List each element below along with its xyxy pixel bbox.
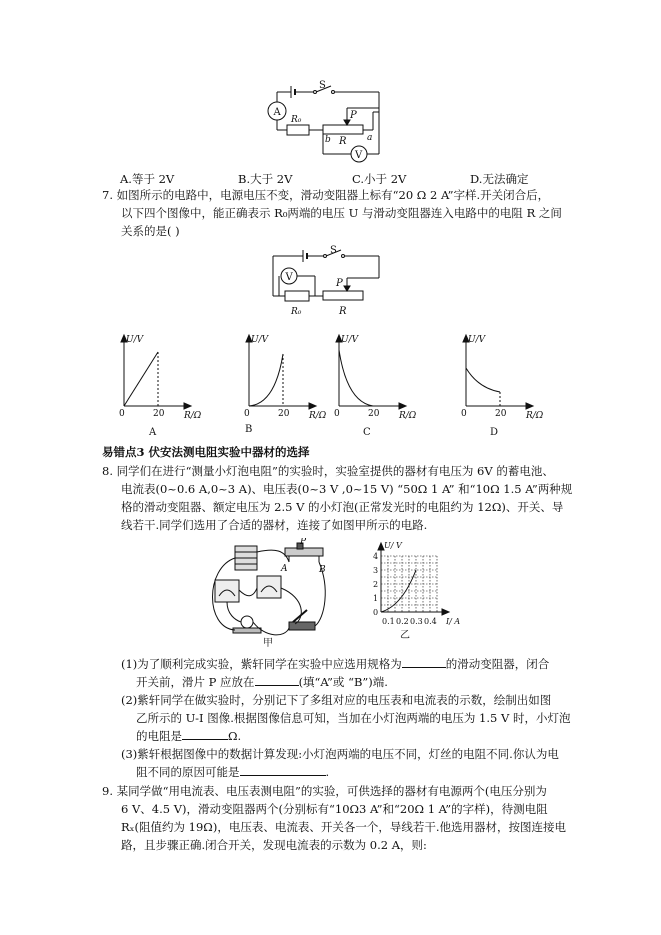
q6-circuit-diagram	[255, 78, 395, 170]
svg-text:0: 0	[461, 409, 467, 419]
q8-figure-jia	[205, 538, 335, 650]
svg-text:2: 2	[373, 580, 379, 589]
q9-line-2: 6 V、4.5 V)，滑动变阻器两个(分别标有“10Ω3 A”和“20Ω 1 A”的字样)，待测电阻	[121, 802, 548, 816]
q6-r-label: R	[339, 136, 347, 147]
q7-switch-label: S	[330, 245, 337, 256]
svg-text:R/Ω: R/Ω	[309, 411, 327, 421]
q6-option-b: B.大于 2V	[238, 172, 293, 186]
q8-line-2: 电流表(0~0.6 A,0~3 A)、电压表(0~3 V ,0~15 V) “50Ω 1 A” 和“10Ω 1.5 A”两种规	[121, 482, 573, 496]
svg-text:0.4: 0.4	[424, 617, 437, 626]
q8-sub2-blank[interactable]	[182, 739, 228, 740]
svg-text:I/ A: I/ A	[446, 617, 461, 626]
q7-graph-a-caption: A	[149, 427, 157, 438]
svg-text:1: 1	[373, 594, 379, 603]
svg-text:3: 3	[373, 566, 379, 575]
q8-sub1-line-2: 开关前，滑片 P 应放在 (填“A”或 “B”)端.	[136, 675, 388, 689]
svg-text:U/V: U/V	[251, 335, 269, 345]
q8-sub2-line-1: (2)紫轩同学在做实验时，分别记下了多组对应的电压表和电流表的示数，绘制出如图	[121, 693, 552, 707]
q7-line-2: 以下四个图像中，能正确表示 R₀两端的电压 U 与滑动变阻器连入电路中的电阻 R 之间	[121, 206, 562, 220]
q8-line-4: 线若干.同学们选用了合适的器材，连接了如图甲所示的电路.	[121, 518, 428, 532]
q6-b-label: b	[325, 135, 331, 145]
svg-text:4: 4	[373, 552, 379, 561]
q9-line-4: 路，且步骤正确.闭合开关，发现电流表的示数为 0.2 A，则:	[121, 838, 427, 852]
q8-sub1-line-1: (1)为了顺利完成实验，紫轩同学在实验中应选用规格为 的滑动变阻器，闭合	[121, 657, 550, 671]
q6-p-label: P	[350, 110, 357, 121]
q7-r-label: R	[339, 306, 347, 317]
svg-text:20: 20	[153, 409, 165, 419]
svg-text:20: 20	[278, 409, 290, 419]
q6-switch-label: S	[319, 80, 326, 91]
svg-text:U/V: U/V	[341, 335, 359, 345]
svg-text:U/V: U/V	[468, 335, 486, 345]
q8-jia-caption: 甲	[263, 638, 273, 649]
q7-graph-d-caption: D	[490, 427, 499, 438]
q8-figure-yi	[362, 540, 462, 655]
q8-jia-p: P	[300, 538, 307, 547]
svg-text:0.3: 0.3	[410, 617, 423, 626]
svg-text:0: 0	[373, 608, 379, 617]
svg-text:20: 20	[495, 409, 507, 419]
q7-graph-d	[452, 330, 552, 440]
q6-r0-label: R₀	[291, 115, 302, 125]
q6-a-label: a	[367, 133, 373, 143]
q7-voltmeter-label: V	[285, 272, 293, 283]
q6-option-a: A.等于 2V	[120, 172, 175, 186]
svg-text:0: 0	[119, 409, 125, 419]
q8-sub3-line-1: (3)紫轩根据图像中的数据计算发现:小灯泡两端的电压不同，灯丝的电阻不同.你认为电	[121, 747, 559, 761]
q8-yi-caption: 乙	[400, 630, 410, 641]
section-heading: 易错点3 伏安法测电阻实验中器材的选择	[102, 445, 310, 459]
svg-text:U/V: U/V	[126, 335, 144, 345]
q8-jia-a: A	[281, 564, 288, 574]
svg-text:20: 20	[368, 409, 380, 419]
svg-text:0.1: 0.1	[382, 617, 395, 626]
q8-sub1-blank-2[interactable]	[255, 685, 299, 686]
svg-text:0: 0	[334, 409, 340, 419]
q7-circuit-diagram	[263, 242, 388, 320]
svg-text:R/Ω: R/Ω	[399, 411, 417, 421]
q8-sub3-blank[interactable]	[240, 775, 326, 776]
q8-jia-b: B	[319, 565, 326, 575]
q6-voltmeter-label: V	[355, 150, 363, 161]
q7-graph-c-caption: C	[363, 427, 371, 438]
svg-text:0: 0	[244, 409, 250, 419]
q7-r0-label: R₀	[291, 307, 302, 317]
q8-line-1: 8. 同学们在进行“测量小灯泡电阻”的实验时，实验室提供的器材有电压为 6V 的蓄电池、	[102, 464, 554, 478]
q8-sub3-line-2: 阻不同的原因可能是 .	[136, 765, 330, 779]
q7-line-3: 关系的是( )	[121, 224, 180, 238]
q7-line-1: 7. 如图所示的电路中，电源电压不变，滑动变阻器上标有“20 Ω 2 A”字样.开关闭合后，	[102, 188, 550, 202]
svg-text:R/Ω: R/Ω	[184, 411, 202, 421]
q6-ammeter-label: A	[273, 107, 281, 118]
q7-graph-a	[110, 330, 210, 440]
q9-line-1: 9. 某同学做“用电流表、电压表测电阻”的实验，可供选择的器材有电源两个(电压分别为	[102, 784, 547, 798]
q6-option-c: C.小于 2V	[352, 172, 407, 186]
q7-graph-b	[235, 330, 335, 440]
q8-sub2-line-3: 的电阻是 Ω.	[136, 729, 242, 743]
q9-line-3: Rₓ(阻值约为 19Ω)，电压表、电流表、开关各一个，导线若干.他选用器材，按图连接电	[121, 820, 566, 834]
svg-text:U/ V: U/ V	[384, 541, 402, 550]
svg-text:R/Ω: R/Ω	[526, 411, 544, 421]
q8-sub1-blank-1[interactable]	[402, 667, 446, 668]
q8-line-3: 格的滑动变阻器、额定电压为 2.5 V 的小灯泡(正常发光时的电阻约为 12Ω)、开关、导	[121, 500, 564, 514]
svg-text:0.2: 0.2	[396, 617, 409, 626]
q7-graph-c	[325, 330, 425, 440]
q7-p-label: P	[336, 278, 343, 289]
q7-graph-b-caption: B	[245, 424, 253, 435]
q6-option-d: D.无法确定	[470, 172, 529, 186]
q8-sub2-line-2: 乙所示的 U-I 图像.根据图像信息可知，当加在小灯泡两端的电压为 1.5 V 时，小灯泡	[136, 711, 571, 725]
